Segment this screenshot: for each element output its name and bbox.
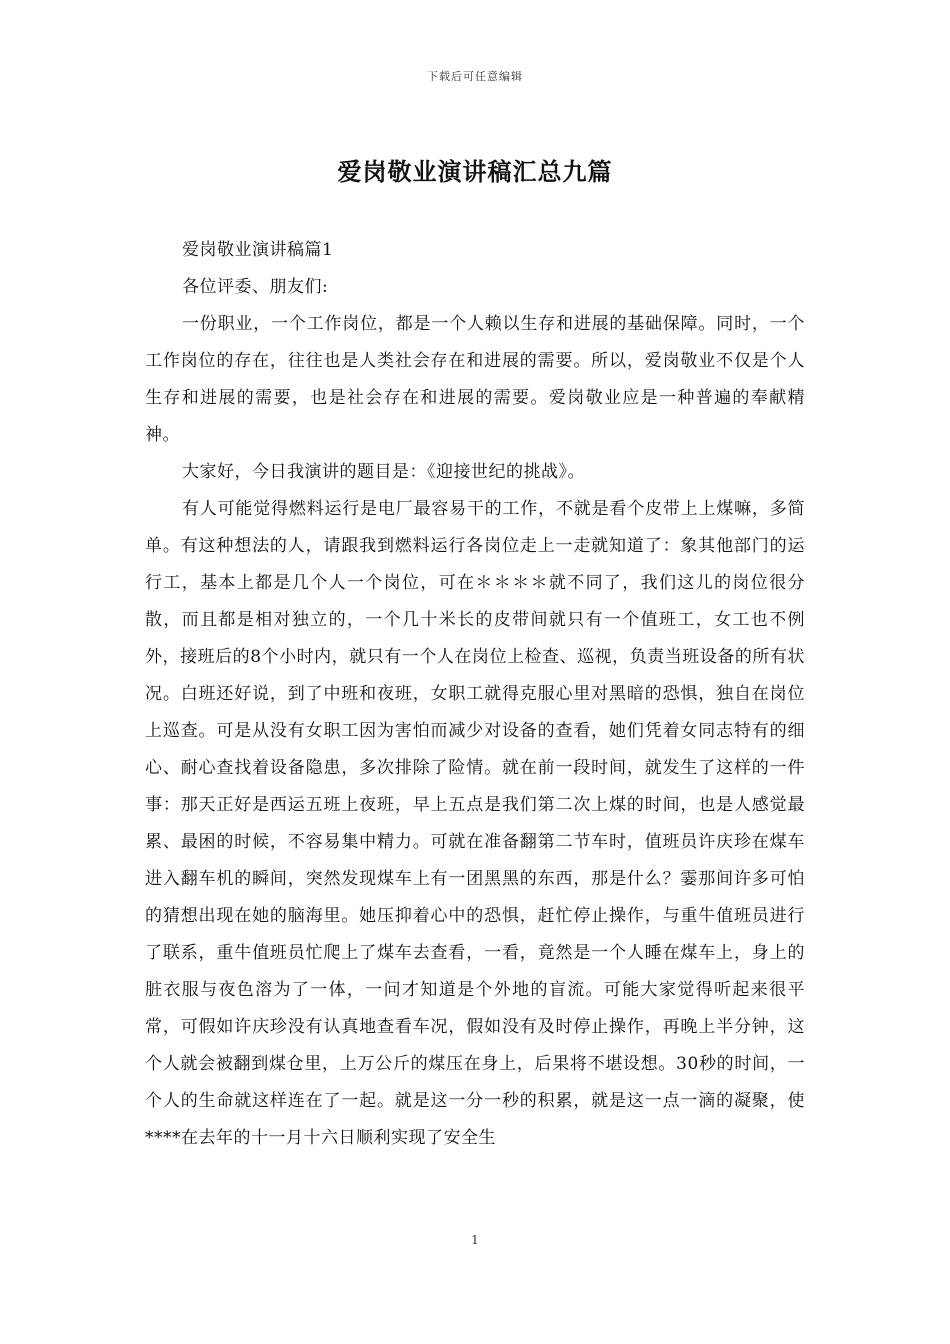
salutation: 各位评委、朋友们:	[182, 277, 329, 297]
header-note: 下载后可任意编辑	[427, 70, 523, 83]
document-body	[145, 232, 805, 1157]
document-title: 爱岗敬业演讲稿汇总九篇	[337, 157, 613, 186]
paragraph: 一份职业，一个工作岗位，都是一个人赖以生存和进展的基础保障。同时，一个工作岗位的存在，往往也是人类社会存在和进展的需要。所以，爱岗敬业不仅是个人生存和进展的需要，也是社会存在和进展的需要。爱岗敬业应是一种普遍的奉献精神。	[145, 314, 805, 445]
page-number: 1	[471, 1233, 479, 1247]
paragraph: 大家好，今日我演讲的题目是：《迎接世纪的挑战》。	[182, 462, 585, 482]
paragraph: 有人可能觉得燃料运行是电厂最容易干的工作，不就是看个皮带上上煤嘛，多简单。有这种想法的人，请跟我到燃料运行各岗位走上一走就知道了：象其他部门的运行工，基本上都是几个人一个岗位，可在＊＊＊＊就不同了，我们这儿的岗位很分散，而且都是相对独立的，一个几十米长的皮带间就只有一个值班工，女工也不例外，接班后的8个小时内，就只有一个人在岗位上检查、巡视，负责当班设备的所有状况。白班还好说，到了中班和夜班，女职工就得克服心里对黑暗的恐惧，独自在岗位上巡查。可是从没有女职工因为害怕而减少对设备的查看，她们凭着女同志特有的细心、耐心查找着设备隐患，多次排除了险情。就在前一段时间，就发生了这样的一件事：那天正好是西运五班上夜班，早上五点是我们第二次上煤的时间，也是人感觉最累、最困的时候，不容易集中精力。可就在准备翻第二节车时，值班员许庆珍在煤车进入翻车机的瞬间，突然发现煤车上有一团黑黑的东西，那是什么？霎那间许多可怕的猜想出现在她的脑海里。她压抑着心中的恐惧，赶忙停止操作，与重牛值班员进行了联系，重牛值班员忙爬上了煤车去查看，一看，竟然是一个人睡在煤车上，身上的脏衣服与夜色溶为了一体，一问才知道是个外地的盲流。可能大家觉得听起来很平常，可假如许庆珍没有认真地查看车况，假如没有及时停止操作，再晚上半分钟，这个人就会被翻到煤仓里，上万公斤的煤压在身上，后果将不堪设想。30秒的时间，一个人的生命就这样连在了一起。就是这一分一秒的积累，就是这一点一滴的凝聚，使****在去年的十一月十六日顺利实现了安全生	[145, 499, 805, 1148]
section-heading: 爱岗敬业演讲稿篇1	[182, 240, 334, 260]
